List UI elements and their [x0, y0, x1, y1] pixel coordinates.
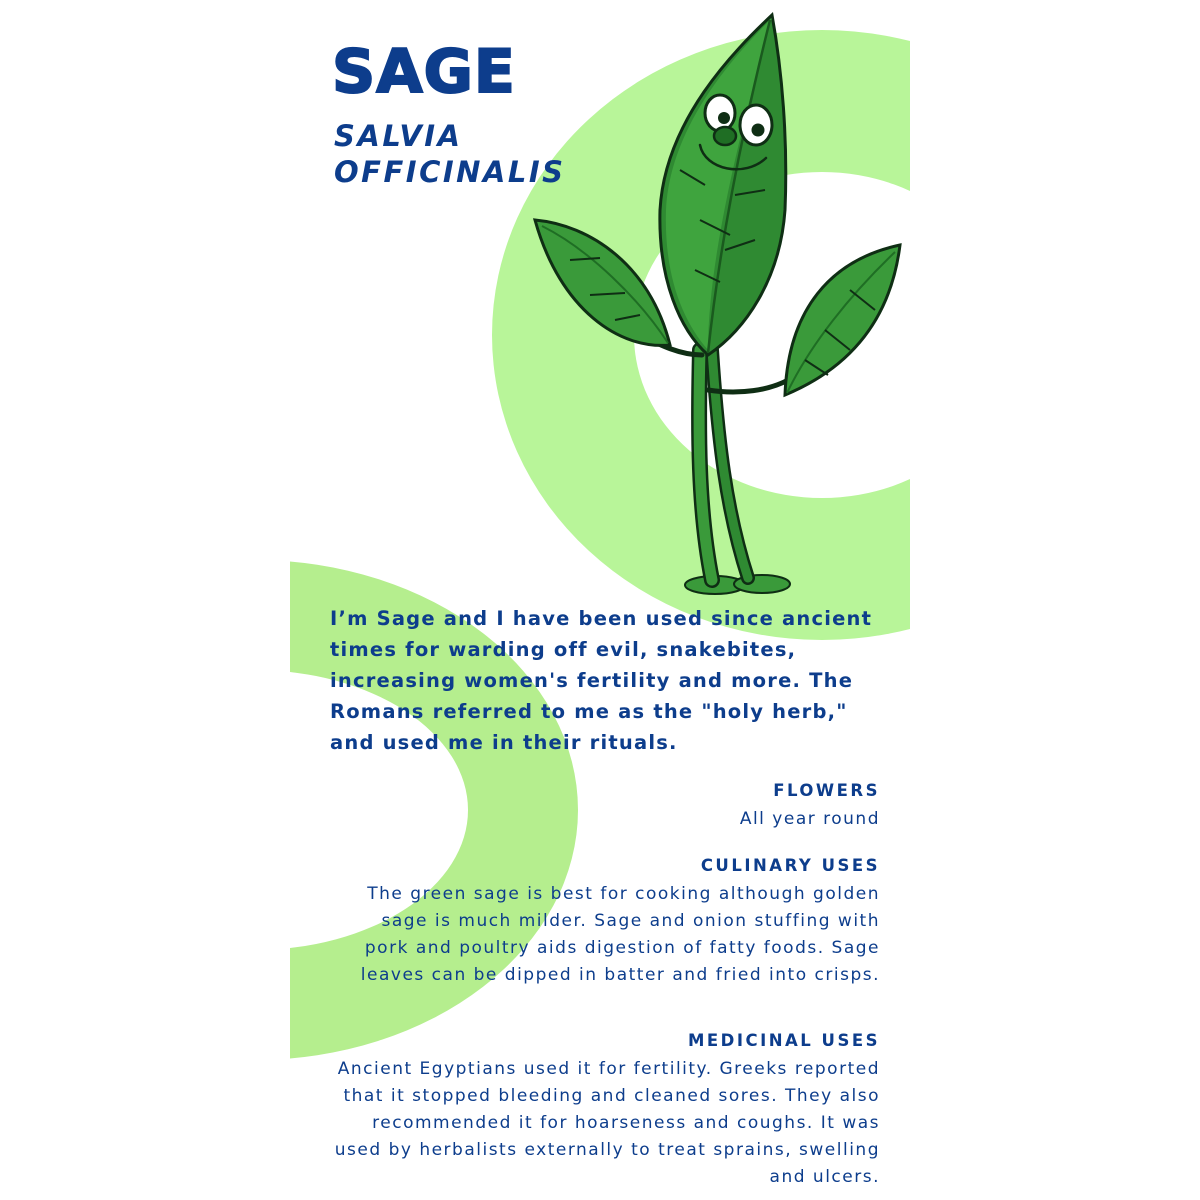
section-medicinal-uses [320, 1030, 880, 1191]
intro-text: I’m Sage and I have been used since ancient times for warding off evil, snakebites, increasing women's fertility and more. The Romans referred to me as the "holy herb," and used me in their rituals. [330, 607, 873, 754]
latin-name: SALVIA OFFICINALIS [334, 119, 566, 189]
left-leaf [535, 220, 670, 345]
left-eye [705, 95, 735, 131]
sage-character-illustration [530, 10, 910, 600]
section-heading: FLOWERS [773, 781, 880, 800]
section-body: Ancient Egyptians used it for fertility. Greeks reported that it stopped bleeding and cleaned sores. They also recommended it for hoarseness and coughs. It was used by herbalists externally to treat sprains, swelling and ulcers. [334, 1059, 880, 1187]
section-flowers [460, 780, 880, 833]
section-body: All year round [739, 809, 880, 829]
section-heading: MEDICINAL USES [687, 1031, 880, 1050]
infographic-card [290, 0, 910, 1200]
section-culinary-uses [340, 855, 880, 989]
page-title: SAGE [332, 37, 516, 107]
section-body: The green sage is best for cooking although golden sage is much milder. Sage and onion stuffing with pork and poultry aids digestion of fatty foods. Sage leaves can be dipped in batter and fried into crisps. [360, 884, 880, 985]
section-heading: CULINARY USES [700, 856, 880, 875]
right-leaf [785, 245, 900, 395]
nose [714, 127, 736, 145]
